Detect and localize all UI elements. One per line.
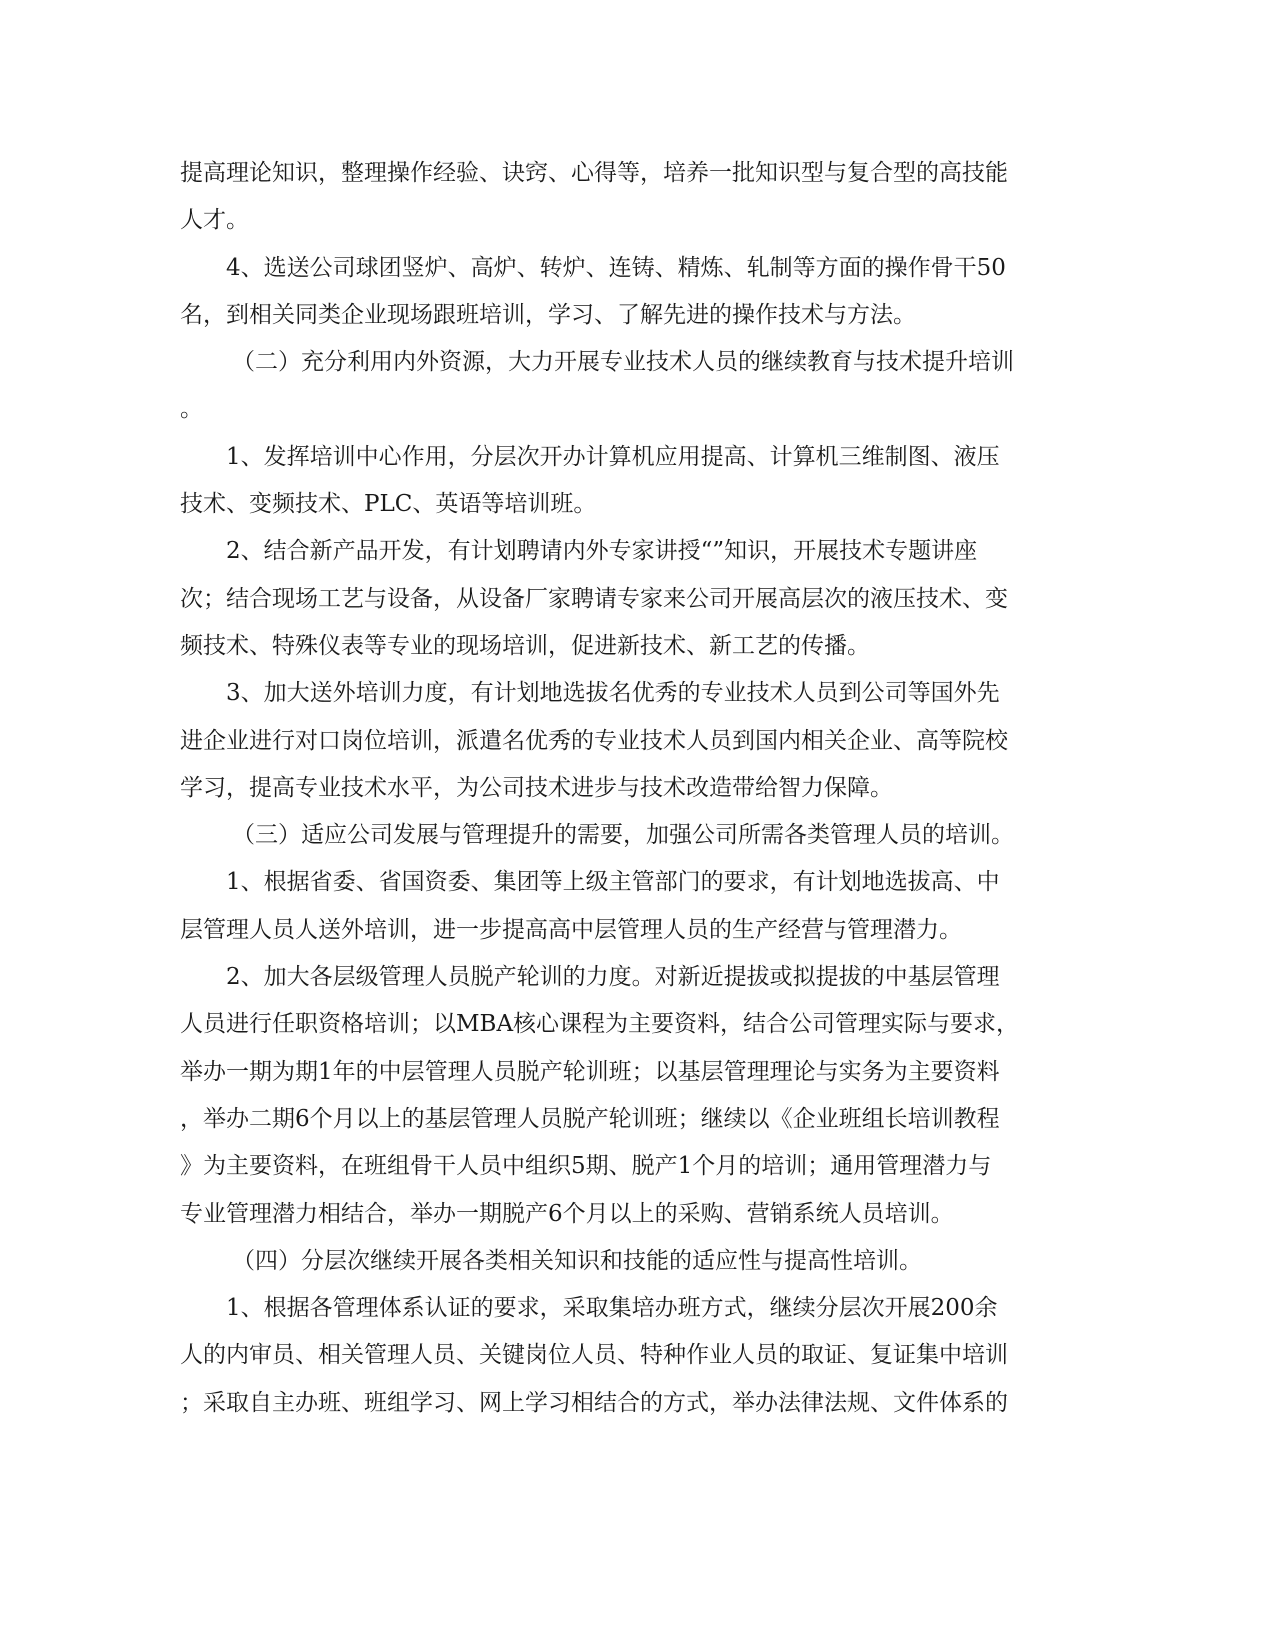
text-line: 人员进行任职资格培训；以MBA核心课程为主要资料，结合公司管理实际与要求， <box>180 1011 1020 1038</box>
text-line: 。 <box>180 396 203 423</box>
list-item: 1、发挥培训中心作用，分层次开办计算机应用提高、计算机三维制图、液压 <box>226 443 1000 470</box>
text-line: 提高理论知识，整理操作经验、诀窍、心得等，培养一批知识型与复合型的高技能 <box>180 160 1008 186</box>
section-heading: （三）适应公司发展与管理提升的需要，加强公司所需各类管理人员的培训。 <box>232 822 1014 849</box>
text-line: 名，到相关同类企业现场跟班培训，学习、了解先进的操作技术与方法。 <box>180 301 916 328</box>
document-page <box>180 150 1040 1427</box>
text-line: 进企业进行对口岗位培训，派遣名优秀的专业技术人员到国内相关企业、高等院校 <box>180 727 1008 754</box>
text-line: 人才。 <box>180 207 249 234</box>
section-heading: （四）分层次继续开展各类相关知识和技能的适应性与提高性培训。 <box>232 1247 922 1274</box>
list-item: 4、选送公司球团竖炉、高炉、转炉、连铸、精炼、轧制等方面的操作骨干50 <box>226 254 1006 281</box>
text-line: ，举办二期6个月以上的基层管理人员脱产轮训班；继续以《企业班组长培训教程 <box>180 1105 1000 1132</box>
text-line: 频技术、特殊仪表等专业的现场培训，促进新技术、新工艺的传播。 <box>180 632 870 659</box>
text-line: 专业管理潜力相结合，举办一期脱产6个月以上的采购、营销系统人员培训。 <box>180 1200 954 1227</box>
list-item: 1、根据省委、省国资委、集团等上级主管部门的要求，有计划地选拔高、中 <box>226 869 1000 896</box>
text-line: 次；结合现场工艺与设备，从设备厂家聘请专家来公司开展高层次的液压技术、变 <box>180 585 1008 612</box>
list-item: 2、加大各层级管理人员脱产轮训的力度。对新近提拔或拟提拔的中基层管理 <box>226 964 1000 991</box>
text-line: 层管理人员人送外培训，进一步提高高中层管理人员的生产经营与管理潜力。 <box>180 916 962 943</box>
section-heading: （二）充分利用内外资源，大力开展专业技术人员的继续教育与技术提升培训 <box>232 349 1014 376</box>
text-line: 人的内审员、相关管理人员、关键岗位人员、特种作业人员的取证、复证集中培训 <box>180 1342 1008 1369</box>
text-line: 举办一期为期1年的中层管理人员脱产轮训班；以基层管理理论与实务为主要资料 <box>180 1058 1000 1085</box>
list-item: 2、结合新产品开发，有计划聘请内外专家讲授“”知识，开展技术专题讲座 <box>226 538 978 565</box>
list-item: 1、根据各管理体系认证的要求，采取集培办班方式，继续分层次开展200余 <box>226 1295 998 1322</box>
text-line: ；采取自主办班、班组学习、网上学习相结合的方式，举办法律法规、文件体系的 <box>180 1389 1008 1416</box>
list-item: 3、加大送外培训力度，有计划地选拔名优秀的专业技术人员到公司等国外先 <box>226 680 1000 707</box>
text-line: 技术、变频技术、PLC、英语等培训班。 <box>180 491 597 518</box>
text-line: 》为主要资料，在班组骨干人员中组织5期、脱产1个月的培训；通用管理潜力与 <box>180 1153 992 1180</box>
text-line: 学习，提高专业技术水平，为公司技术进步与技术改造带给智力保障。 <box>180 774 893 801</box>
